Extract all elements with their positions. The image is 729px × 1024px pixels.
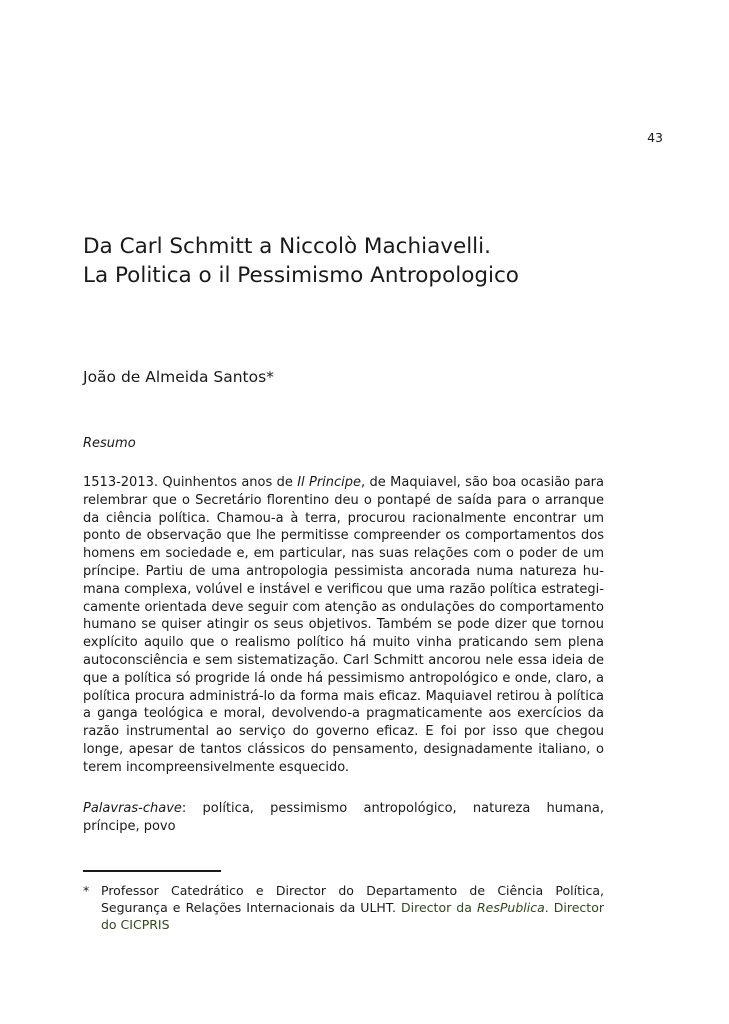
keywords-list: política, pessimismo antropológico, natureza humana, príncipe, povo: [83, 801, 604, 834]
keywords: [83, 800, 604, 836]
footnote-divider: [83, 870, 221, 872]
author-name: João de Almeida Santos*: [83, 368, 274, 386]
footnote-text: [101, 882, 604, 933]
article-title-line-2: La Politica o il Pessimismo Antropologico: [83, 263, 519, 288]
abstract-book-title: Il Principe: [297, 475, 362, 490]
footnote-affiliation: Professor Catedrático e Director do Departamento de Ciência Política, Segurança e Relações Internacionais da ULHT.: [101, 883, 604, 915]
footnote: [83, 882, 604, 933]
article-title-line-1: Da Carl Schmitt a Niccolò Machiavelli.: [83, 234, 491, 259]
abstract-body: [83, 474, 604, 777]
abstract-heading: Resumo: [83, 436, 136, 451]
footnote-respublica: ResPublica: [476, 900, 545, 915]
abstract-text-rest: , de Maquiavel, são boa ocasião para relembrar que o Secretário florentino deu o pontapé de saída para o arranque da ciência política. Chamou-a à terra, procurou racionalmente encontrar um ponto de observação que lhe permitisse compreender os comportamentos dos homens em sociedade e, em particular, nas suas relações com o poder de um príncipe. Partiu de uma antropologia pessimista ancorada numa natureza humana complexa, volúvel e instável e verificou que uma razão política estrategicamente orientada deve seguir com atenção as ondulações do comportamento humano se quiser atingir os seus objetivos. Também se pode dizer que tornou explícito aquilo que o realismo político há muito vinha praticando sem plena autoconsciência e sem sistematização. Carl Schmitt ancorou nele essa ideia de que a política só progride lá onde há pessimismo antropológico e onde, claro, a política procura administrá-lo da forma mais eficaz. Maquiavel retirou à política a ganga teológica e moral, devolvendo-a pragmaticamente aos exercícios da razão instrumental ao serviço do governo eficaz. E foi por isso que chegou longe, apesar de tantos clássicos do pensamento, designadamente italiano, o terem incompreensivelmente esquecido.: [83, 475, 604, 775]
abstract-text-start: 1513-2013. Quinhentos anos de: [83, 475, 298, 490]
keywords-separator: :: [181, 801, 203, 816]
keywords-label: Palavras-chave: [83, 801, 182, 816]
footnote-director-cicpris: . Director do CICPRIS: [101, 900, 604, 932]
page-number: 43: [647, 130, 663, 145]
article-title: [83, 232, 643, 290]
footnote-director-prefix: Director da: [401, 900, 477, 915]
footnote-marker: *: [83, 883, 90, 898]
